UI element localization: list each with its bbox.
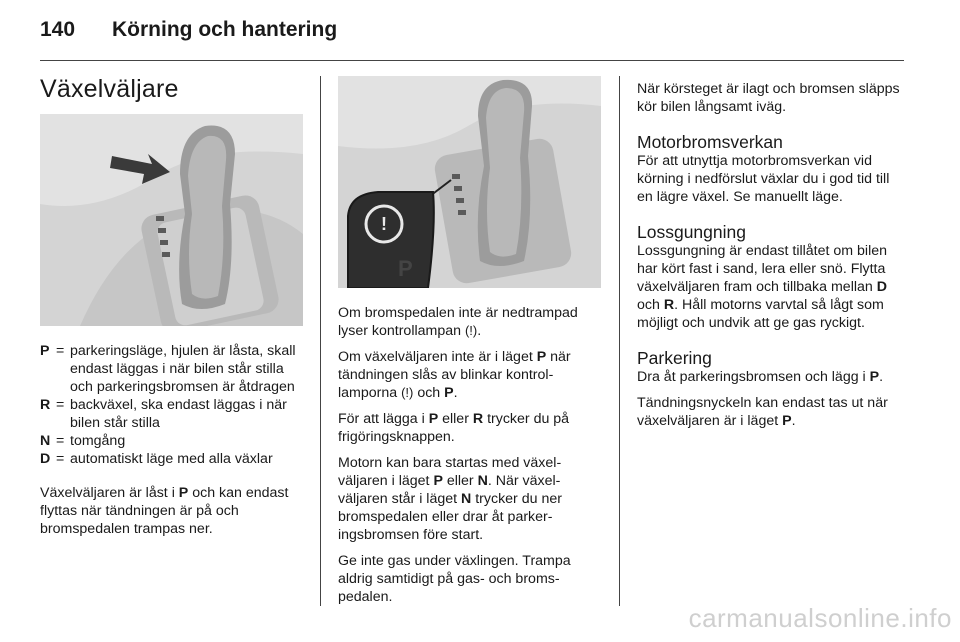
position-key: R <box>40 397 51 413</box>
paragraph: Tändningsnyckeln kan endast tas ut när växelväljaren är i läget P. <box>637 395 888 429</box>
list-item: D = automatiskt läge med alla växlar <box>40 450 305 468</box>
position-key: D <box>40 451 51 467</box>
position-key: N <box>40 433 51 449</box>
section-title: Växelväljare <box>40 75 179 103</box>
column-3 <box>637 76 909 438</box>
page-number: 140 <box>40 18 76 41</box>
brake-lamp-figure <box>338 76 601 288</box>
position-description: parkeringsläge, hjulen är låsta, skall endast läggas i när bilen står stilla och parkeringsbromsen är åtdragen <box>70 343 296 395</box>
list-item: P = parkeringsläge, hjulen är låsta, skall endast läggas i när bilen står stilla och parkeringsbromsen är åtdragen <box>40 342 305 396</box>
position-key: P <box>40 343 50 359</box>
paragraph: När körsteget är ilagt och bromsen släpps kör bilen långsamt iväg. <box>637 81 900 115</box>
position-description: tomgång <box>70 433 126 449</box>
inset-letter: P <box>398 256 413 281</box>
brake-warning-lamp-icon: (!) <box>401 385 414 400</box>
position-description: automatiskt läge med alla växlar <box>70 451 273 467</box>
paragraph: För att utnyttja motorbromsverkan vid körning i nedförslut växlar du i god tid till en lägre växel. Se manuellt läge. <box>637 153 890 205</box>
paragraph: Om bromspedalen inte är nedtrampad lyser kontrollampan (!). <box>338 305 578 339</box>
column-2 <box>338 76 603 614</box>
paragraph: Motorn kan bara startas med växelväljaren i läget P eller N. När växelväljaren står i läget N trycker du ner bromspedalen eller drar åt parkeringsbromsen före start. <box>338 455 562 543</box>
subheading-motorbromsverkan: Motorbromsverkan <box>637 132 783 152</box>
header-rule <box>40 60 904 61</box>
subheading-lossgungning: Lossgungning <box>637 222 746 242</box>
paragraph: Dra åt parkeringsbromsen och lägg i P. <box>637 369 884 385</box>
paragraph: Lossgungning är endast tillåtet om bilen har kört fast i sand, lera eller snö. Flytta växelväljaren fram och tillbaka mellan D och R. Håll motorns varvtal så lågt som möjligt och undvik att ge gas ryckigt. <box>637 243 888 331</box>
paragraph: Om växelväljaren inte är i läget P när tändningen slås av blinkar kontrollamporna (!) och P. <box>338 349 571 401</box>
subheading-parkering: Parkering <box>637 348 712 368</box>
chapter-title: Körning och hantering <box>112 18 338 41</box>
paragraph: För att lägga i P eller R trycker du på frigöringsknappen. <box>338 411 570 445</box>
svg-text:!: ! <box>381 214 387 234</box>
paragraph: Ge inte gas under växlingen. Trampa aldrig samtidigt på gas- och bromspedalen. <box>338 553 571 605</box>
position-list <box>40 342 305 468</box>
brake-warning-lamp-icon: (!) <box>464 323 478 338</box>
paragraph: Växelväljaren är låst i P och kan endast flyttas när tändningen är på och bromspedalen trampas ner. <box>40 485 289 537</box>
gear-selector-illustration <box>40 114 303 326</box>
list-item: R = backväxel, ska endast läggas i när bilen står stilla <box>40 396 305 432</box>
page-header <box>40 18 337 42</box>
column-divider <box>619 76 620 606</box>
position-description: backväxel, ska endast läggas i när bilen står stilla <box>70 397 287 431</box>
column-1 <box>40 76 305 546</box>
gear-selector-brake-illustration <box>338 76 601 288</box>
watermark: carmanualsonline.info <box>688 603 952 633</box>
list-item: N = tomgång <box>40 432 305 450</box>
column-divider <box>320 76 321 606</box>
gear-selector-figure <box>40 114 303 326</box>
